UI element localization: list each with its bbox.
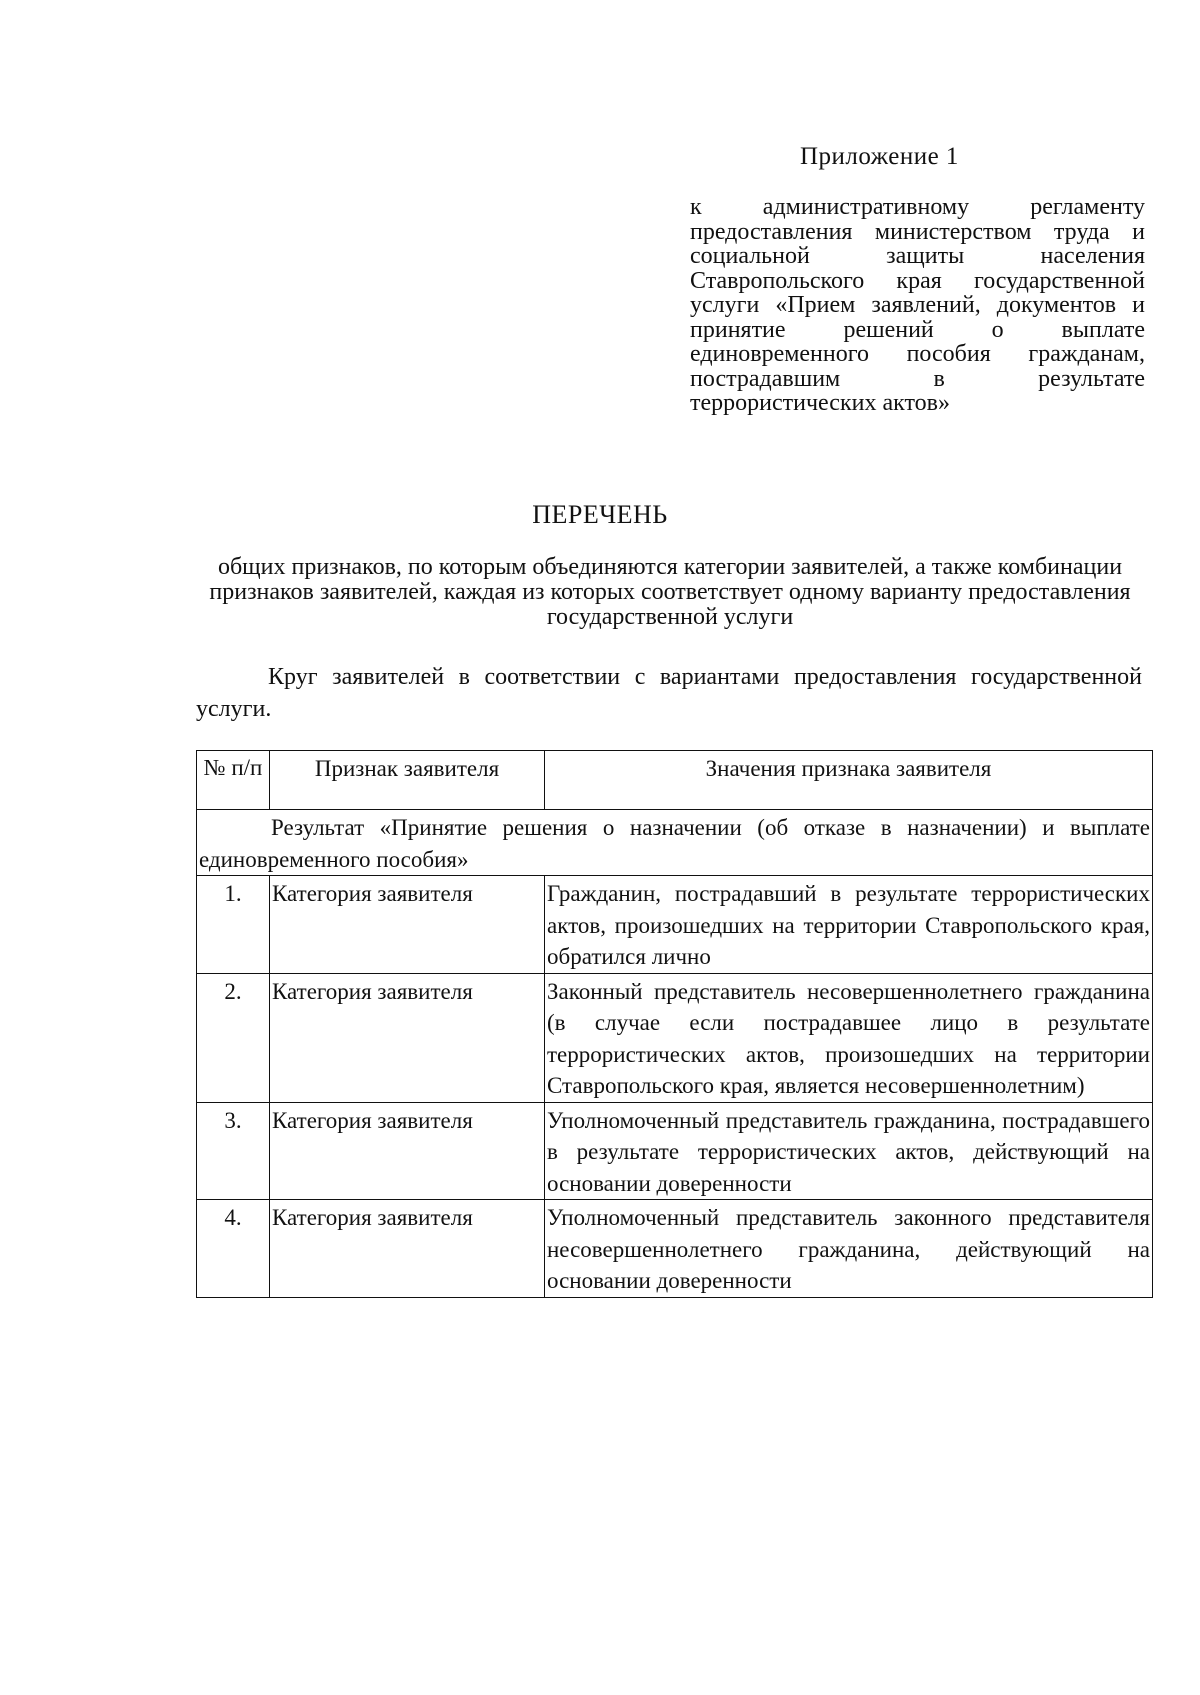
applicants-table — [196, 750, 1153, 1298]
row-value: Уполномоченный представитель гражданина, пострадавшего в результате террористических актов, действующий на основании доверенности — [545, 1102, 1153, 1200]
row-number: 1. — [197, 876, 270, 974]
row-number: 2. — [197, 973, 270, 1102]
header-values: Значения признака заявителя — [545, 751, 1153, 810]
table-row — [197, 1200, 1153, 1298]
row-number: 3. — [197, 1102, 270, 1200]
row-attribute: Категория заявителя — [270, 876, 545, 974]
row-value: Законный представитель несовершеннолетнего гражданина (в случае если пострадавшее лицо в результате террористических актов, произошедших на территории Ставропольского края, является несовершеннолетним) — [545, 973, 1153, 1102]
row-attribute: Категория заявителя — [270, 1102, 545, 1200]
table-header-row — [197, 751, 1153, 810]
result-row — [197, 810, 1153, 876]
appendix-title: Приложение 1 — [800, 143, 959, 170]
table-row — [197, 973, 1153, 1102]
row-attribute: Категория заявителя — [270, 973, 545, 1102]
table-row — [197, 876, 1153, 974]
header-number: № п/п — [197, 751, 270, 810]
document-subheading: общих признаков, по которым объединяются категории заявителей, а также комбинации признаков заявителей, каждая из которых соответствует одному варианту предоставления государственной услуги — [209, 554, 1131, 630]
appendix-reference: к административному регламенту предоставления министерством труда и социальной защиты населения Ставропольского края государственной услуги «Прием заявлений, документов и принятие решений о выплате единовременного пособия гражданам, пострадавшим в результате террористических актов» — [690, 194, 1145, 416]
intro-paragraph: Круг заявителей в соответствии с вариантами предоставления государственной услуги. — [196, 664, 1142, 722]
result-cell: Результат «Принятие решения о назначении (об отказе в назначении) и выплате единовременного пособия» — [197, 810, 1153, 876]
row-value: Гражданин, пострадавший в результате террористических актов, произошедших на территории Ставропольского края, обратился лично — [545, 876, 1153, 974]
header-attribute: Признак заявителя — [270, 751, 545, 810]
document-heading: ПЕРЕЧЕНЬ — [532, 500, 668, 529]
table-row — [197, 1102, 1153, 1200]
row-value: Уполномоченный представитель законного представителя несовершеннолетнего гражданина, действующий на основании доверенности — [545, 1200, 1153, 1298]
row-number: 4. — [197, 1200, 270, 1298]
row-attribute: Категория заявителя — [270, 1200, 545, 1298]
